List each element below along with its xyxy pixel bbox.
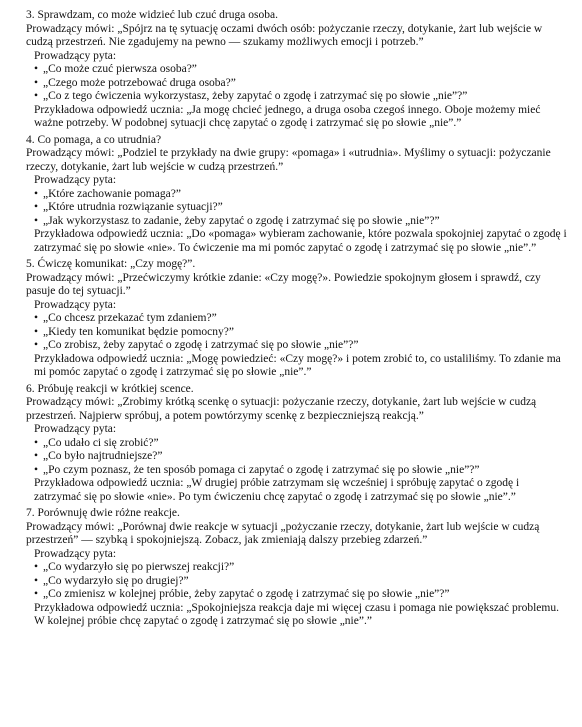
example-answer: Przykładowa odpowiedź ucznia: „Do «pomaga» wybieram zachowanie, które pozwala spokojniej zapytać o zgodę i zatrzymać się po słowie «nie». To ćwiczenie ma mi pomóc zapytać o zgodę i zatrzymać się po słowie „nie”.” <box>34 228 567 254</box>
section-4 <box>26 134 568 256</box>
instructor-says: Prowadzący mówi: „Porównaj dwie reakcje w sytuacji „pożyczanie rzeczy, dotykanie, żart lub wejście w cudzą przestrzeń” — szybką i spokojniejszą. Zobacz, jak zmieniają dalszy przebieg zdarzeń.” <box>26 520 540 546</box>
example-answer: Przykładowa odpowiedź ucznia: „Ja mogę chcieć jednego, a druga osoba czegoś innego. Oboje możemy mieć ważne potrzeby. W podobnej sytuacji chcę zapytać o zgodę i zatrzymać się po słowie „nie”.” <box>34 103 541 129</box>
question-text: „Co było najtrudniejsze?” <box>43 450 163 462</box>
bullet-icon: • <box>34 339 39 351</box>
question-list <box>34 312 568 353</box>
question-item <box>34 215 568 229</box>
instructor-asks: Prowadzący pyta: <box>34 298 117 311</box>
bullet-icon: • <box>34 450 39 462</box>
bullet-icon: • <box>34 214 39 227</box>
instructor-asks: Prowadzący pyta: <box>34 423 117 435</box>
question-item <box>34 77 568 91</box>
question-text: „Które utrudnia rozwiązanie sytuacji?” <box>43 201 223 213</box>
section-heading: 3. Sprawdzam, co może widzieć lub czuć druga osoba. <box>26 9 278 21</box>
question-item <box>34 575 568 589</box>
question-item <box>34 450 568 464</box>
question-text: „Czego może potrzebować druga osoba?” <box>43 76 236 89</box>
instructor-asks: Prowadzący pyta: <box>34 49 117 62</box>
bullet-icon: • <box>34 63 39 75</box>
question-text: „Co może czuć pierwsza osoba?” <box>43 63 197 75</box>
bullet-icon: • <box>34 312 39 324</box>
section-6 <box>26 383 568 505</box>
instructor-says: Prowadzący mówi: „Podziel te przykłady na dwie grupy: «pomaga» i «utrudnia». Myślimy o sytuacji: pożyczanie rzeczy, dotykanie, żart lub wejście w cudzą przestrzeń.” <box>26 147 551 173</box>
question-text: „Co wydarzyło się po drugiej?” <box>43 574 189 587</box>
question-text: „Po czym poznasz, że ten sposób pomaga ci zapytać o zgodę i zatrzymać się po słowie „nie”?” <box>43 463 480 476</box>
question-list <box>34 188 568 229</box>
question-text: „Co zmienisz w kolejnej próbie, żeby zapytać o zgodę i zatrzymać się po słowie „nie”?” <box>43 588 450 600</box>
section-5 <box>26 258 568 380</box>
instructor-says: Prowadzący mówi: „Spójrz na tę sytuację oczami dwóch osób: pożyczanie rzeczy, dotykanie, żart lub wejście w cudzą przestrzeń. Nie zgadujemy na pewno — szukamy możliwych emocji i potrzeb.” <box>26 22 543 48</box>
bullet-icon: • <box>34 574 39 587</box>
section-heading: 7. Porównuję dwie różne reakcje. <box>26 507 180 519</box>
bullet-icon: • <box>34 436 39 449</box>
instructor-says: Prowadzący mówi: „Zrobimy krótką scenkę o sytuacji: pożyczanie rzeczy, dotykanie, żart lub wejście w cudzą przestrzeń. Najpierw spróbuj, a potem powtórzymy scenkę z bezpieczniejszą reakcją.” <box>26 396 537 422</box>
question-item <box>34 63 568 77</box>
bullet-icon: • <box>34 187 39 200</box>
section-3 <box>26 9 568 131</box>
question-item <box>34 339 568 353</box>
question-text: „Co udało ci się zrobić?” <box>43 436 159 449</box>
example-answer: Przykładowa odpowiedź ucznia: „Spokojniejsza reakcja daje mi więcej czasu i pomaga nie powiększać problemu. W kolejnej próbie chcę zapytać o zgodę i zatrzymać się po słowie „nie”.” <box>34 601 559 627</box>
example-answer: Przykładowa odpowiedź ucznia: „Mogę powiedzieć: «Czy mogę?» i potem zrobić to, co ustaliliśmy. To zdanie ma mi pomóc zapytać o zgodę i zatrzymać się po słowie „nie”.” <box>34 352 561 378</box>
bullet-icon: • <box>34 561 39 573</box>
question-item <box>34 437 568 451</box>
section-heading: 6. Próbuję reakcji w krótkiej scence. <box>26 382 194 395</box>
example-answer: Przykładowa odpowiedź ucznia: „W drugiej próbie zatrzymam się wcześniej i spróbuję zapytać o zgodę i zatrzymać się po słowie «nie». Po tym ćwiczeniu chcę zapytać o zgodę i zatrzymać się po słowie „nie”.” <box>34 477 520 503</box>
question-item <box>34 326 568 340</box>
question-list <box>34 561 568 602</box>
question-text: „Jak wykorzystasz to zadanie, żeby zapytać o zgodę i zatrzymać się po słowie „nie”?” <box>43 214 440 227</box>
question-item <box>34 188 568 202</box>
document <box>26 9 568 629</box>
question-text: „Co zrobisz, żeby zapytać o zgodę i zatrzymać się po słowie „nie”?” <box>43 339 359 351</box>
question-item <box>34 90 568 104</box>
question-text: „Co wydarzyło się po pierwszej reakcji?” <box>43 561 235 573</box>
question-text: „Kiedy ten komunikat będzie pomocny?” <box>43 325 234 338</box>
question-item <box>34 588 568 602</box>
bullet-icon: • <box>34 588 39 600</box>
section-7 <box>26 507 568 629</box>
bullet-icon: • <box>34 76 39 89</box>
instructor-asks: Prowadzący pyta: <box>34 174 117 186</box>
bullet-icon: • <box>34 90 39 102</box>
instructor-asks: Prowadzący pyta: <box>34 547 117 560</box>
bullet-icon: • <box>34 463 39 476</box>
question-item <box>34 201 568 215</box>
question-text: „Które zachowanie pomaga?” <box>43 187 181 200</box>
bullet-icon: • <box>34 201 39 213</box>
question-text: „Co chcesz przekazać tym zdaniem?” <box>43 312 217 324</box>
section-heading: 5. Ćwiczę komunikat: „Czy mogę?”. <box>26 258 196 270</box>
bullet-icon: • <box>34 325 39 338</box>
question-text: „Co z tego ćwiczenia wykorzystasz, żeby zapytać o zgodę i zatrzymać się po słowie „nie”?” <box>43 90 468 102</box>
section-heading: 4. Co pomaga, a co utrudnia? <box>26 133 162 146</box>
question-item <box>34 312 568 326</box>
question-item <box>34 464 568 478</box>
question-item <box>34 561 568 575</box>
instructor-says: Prowadzący mówi: „Przećwiczymy krótkie zdanie: «Czy mogę?». Powiedzie spokojnym głosem i sprawdź, czy pasuje do tej sytuacji.” <box>26 271 541 297</box>
question-list <box>34 437 568 478</box>
question-list <box>34 63 568 104</box>
